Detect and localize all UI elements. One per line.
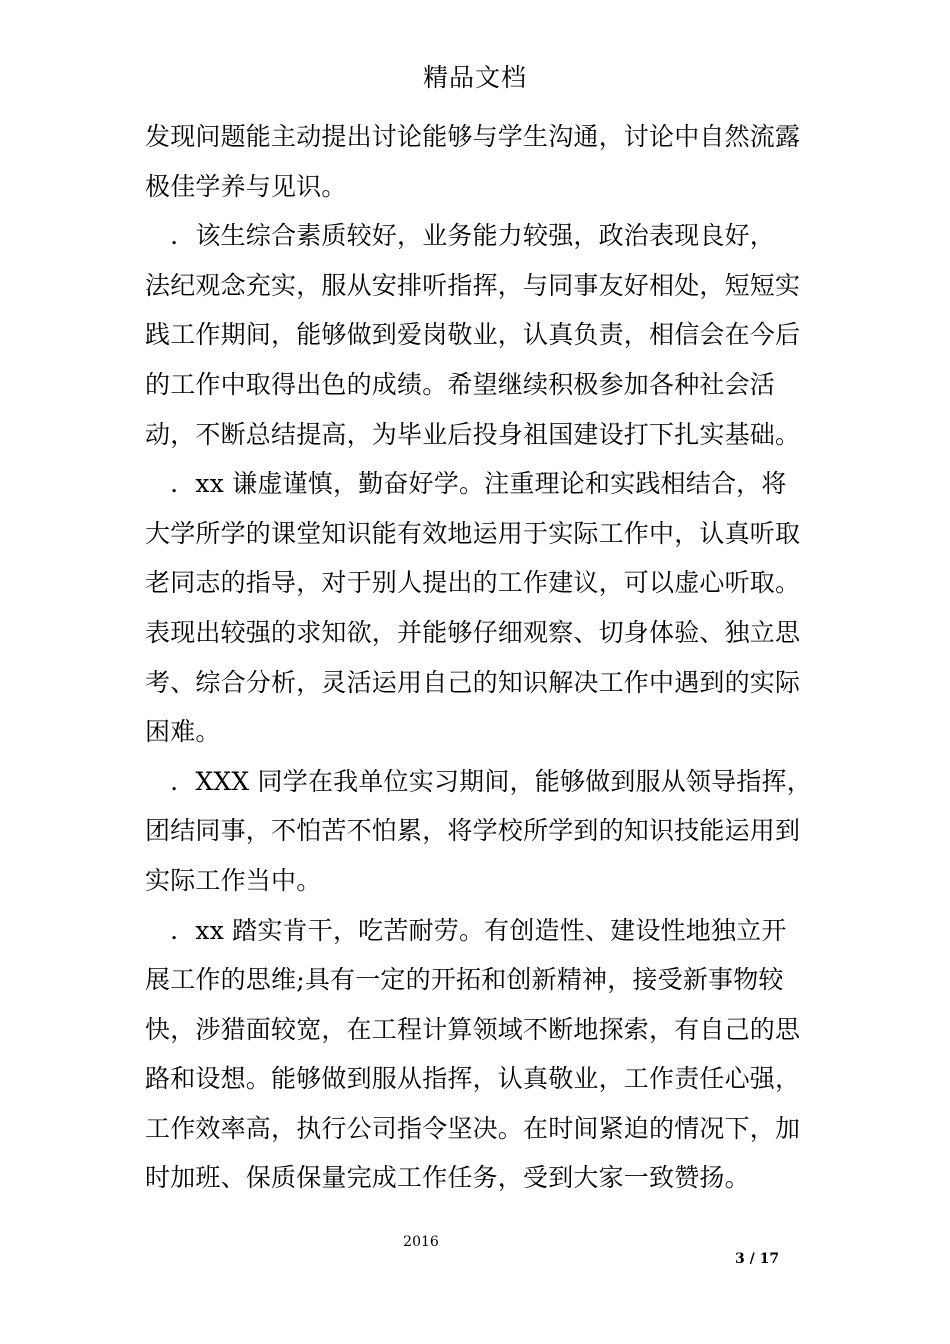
text-line: 践工作期间，能够做到爱岗敬业，认真负责，相信会在今后 [145, 320, 801, 350]
text-line: 工作效率高，执行公司指令坚决。在时间紧迫的情况下，加 [145, 1113, 801, 1143]
text-line: ．XXX 同学在我单位实习期间，能够做到服从领导指挥， [145, 766, 812, 796]
text-line: 路和设想。能够做到服从指挥，认真敬业，工作责任心强， [145, 1064, 801, 1094]
text-line: 大学所学的课堂知识能有效地运用于实际工作中，认真听取 [145, 518, 801, 548]
text-line: 法纪观念充实，服从安排听指挥，与同事友好相处，短短实 [145, 270, 801, 300]
text-line: 实际工作当中。 [145, 865, 322, 895]
text-line: 快，涉猎面较宽，在工程计算领域不断地探索，有自己的思 [145, 1014, 801, 1044]
text-line: 困难。 [145, 717, 221, 747]
text-line: 考、综合分析，灵活运用自己的知识解决工作中遇到的实际 [145, 667, 801, 697]
text-line: 时加班、保质保量完成工作任务，受到大家一致赞扬。 [145, 1163, 750, 1193]
text-line: 展工作的思维;具有一定的开拓和创新精神，接受新事物较 [145, 965, 784, 995]
text-line: ．xx 踏实肯干，吃苦耐劳。有创造性、建设性地独立开 [145, 915, 787, 945]
text-line: 发现问题能主动提出讨论能够与学生沟通，讨论中自然流露 [145, 122, 801, 151]
page-header-title: 精品文档 [422, 63, 527, 92]
footer-year: 2016 [403, 1234, 439, 1250]
text-line: ．该生综合素质较好，业务能力较强，政治表现良好， [145, 221, 776, 251]
text-line: 团结同事，不怕苦不怕累，将学校所学到的知识技能运用到 [145, 816, 801, 846]
text-line: 表现出较强的求知欲，并能够仔细观察、切身体验、独立思 [145, 617, 801, 647]
document-body [145, 112, 830, 1203]
text-line: 动，不断总结提高，为毕业后投身祖国建设打下扎实基础。 [145, 419, 801, 449]
text-line: ．xx 谦虚谨慎，勤奋好学。注重理论和实践相结合，将 [145, 469, 787, 499]
text-line: 的工作中取得出色的成绩。希望继续积极参加各种社会活 [145, 369, 776, 399]
text-line: 老同志的指导，对于别人提出的工作建议，可以虚心听取。 [145, 568, 801, 598]
text-line: 极佳学养与见识。 [145, 171, 347, 201]
page-number: 3 / 17 [735, 1251, 780, 1267]
